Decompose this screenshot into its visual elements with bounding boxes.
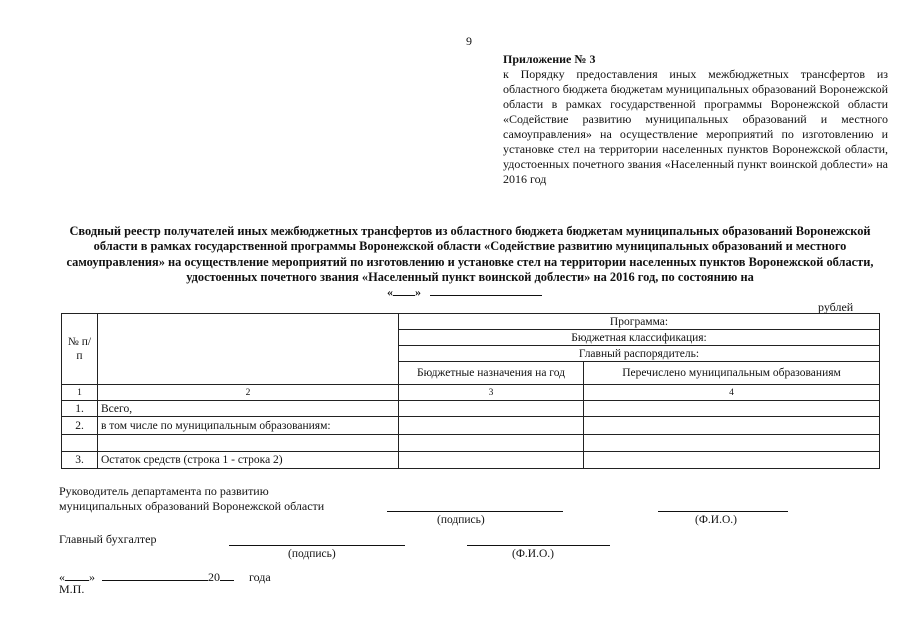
head-signature-line bbox=[387, 511, 563, 512]
day-blank bbox=[393, 284, 415, 296]
register-table bbox=[61, 313, 880, 469]
annex-block bbox=[503, 52, 888, 187]
head-name-caption: (Ф.И.О.) bbox=[695, 514, 737, 526]
row-num: 3. bbox=[62, 452, 98, 469]
stamp-place: М.П. bbox=[59, 582, 85, 596]
row-label: Остаток средств (строка 1 - строка 2) bbox=[98, 452, 399, 469]
head-title-line2: муниципальных образований Воронежской области bbox=[59, 499, 325, 513]
row-cell bbox=[399, 452, 584, 469]
sign-month-blank bbox=[102, 569, 208, 581]
col-number-4: 4 bbox=[584, 385, 880, 401]
row-num: 1. bbox=[62, 401, 98, 417]
head-title-line1: Руководитель департамента по развитию bbox=[59, 484, 269, 498]
row-cell bbox=[584, 435, 880, 452]
document-title: Сводный реестр получателей иных межбюджетных трансфертов из областного бюджета бюджетам муниципальных образований Воронежской области в рамках государственной программы Воронежской области «Содействие развитию муниципальных образований и местного самоуправления» на осуществление мероприятий по изготовлению и установке стел на территории населенных пунктов Воронежской области, удостоенных почетного звания «Населенный пункт воинской доблести» на 2016 год, по состоянию на bbox=[66, 224, 874, 284]
row-cell bbox=[399, 435, 584, 452]
row-cell bbox=[62, 435, 98, 452]
head-signature-caption: (подпись) bbox=[437, 514, 485, 526]
row-label: Всего, bbox=[98, 401, 399, 417]
header-program: Программа: bbox=[399, 314, 880, 330]
accountant-name-line bbox=[467, 545, 610, 546]
sign-date-open-quote: « bbox=[59, 570, 65, 584]
table-row bbox=[62, 401, 880, 417]
annex-title: Приложение № 3 bbox=[503, 52, 596, 66]
table-row bbox=[62, 417, 880, 435]
accountant-name-caption: (Ф.И.О.) bbox=[512, 548, 554, 560]
row-cell bbox=[399, 401, 584, 417]
accountant-title: Главный бухгалтер bbox=[59, 532, 157, 546]
table-row bbox=[62, 452, 880, 469]
sign-year-blank bbox=[220, 569, 234, 581]
col-number-2: 2 bbox=[98, 385, 399, 401]
date-open-quote: « bbox=[387, 285, 393, 299]
units-label: рублей bbox=[818, 300, 854, 314]
header-name bbox=[98, 314, 399, 385]
row-cell bbox=[584, 452, 880, 469]
head-title bbox=[59, 484, 324, 514]
header-col4: Перечислено муниципальным образованиям bbox=[584, 362, 880, 385]
sign-year-prefix: 20 bbox=[208, 570, 220, 584]
header-budget-class: Бюджетная классификация: bbox=[399, 330, 880, 346]
table-row bbox=[62, 435, 880, 452]
header-col3: Бюджетные назначения на год bbox=[399, 362, 584, 385]
page-number: 9 bbox=[466, 34, 472, 48]
row-cell bbox=[584, 401, 880, 417]
header-num: № п/п bbox=[62, 314, 98, 385]
head-name-line bbox=[658, 511, 788, 512]
row-label: в том числе по муниципальным образованиям: bbox=[98, 417, 399, 435]
col-number-1: 1 bbox=[62, 385, 98, 401]
sign-date-close-quote: » bbox=[89, 570, 95, 584]
sign-day-blank bbox=[65, 569, 89, 581]
sign-date bbox=[59, 569, 271, 585]
accountant-signature-caption: (подпись) bbox=[288, 548, 336, 560]
col-number-3: 3 bbox=[399, 385, 584, 401]
date-close-quote: » bbox=[415, 285, 421, 299]
row-cell bbox=[399, 417, 584, 435]
month-year-blank bbox=[430, 284, 542, 296]
accountant-signature-line bbox=[229, 545, 405, 546]
row-cell bbox=[584, 417, 880, 435]
header-main-manager: Главный распорядитель: bbox=[399, 346, 880, 362]
row-cell bbox=[98, 435, 399, 452]
row-num: 2. bbox=[62, 417, 98, 435]
as-of-date bbox=[387, 284, 542, 300]
annex-text: к Порядку предоставления иных межбюджетных трансфертов из областного бюджета бюджетам муниципальных образований Воронежской области в рамках государственной программы Воронежской области «Содействие развитию муниципальных образований и местного самоуправления» на осуществление мероприятий по изготовлению и установке стел на территории населенных пунктов Воронежской области, удостоенных почетного звания «Населенный пункт воинской доблести» на 2016 год bbox=[503, 67, 888, 186]
sign-year-suffix: года bbox=[249, 570, 271, 584]
